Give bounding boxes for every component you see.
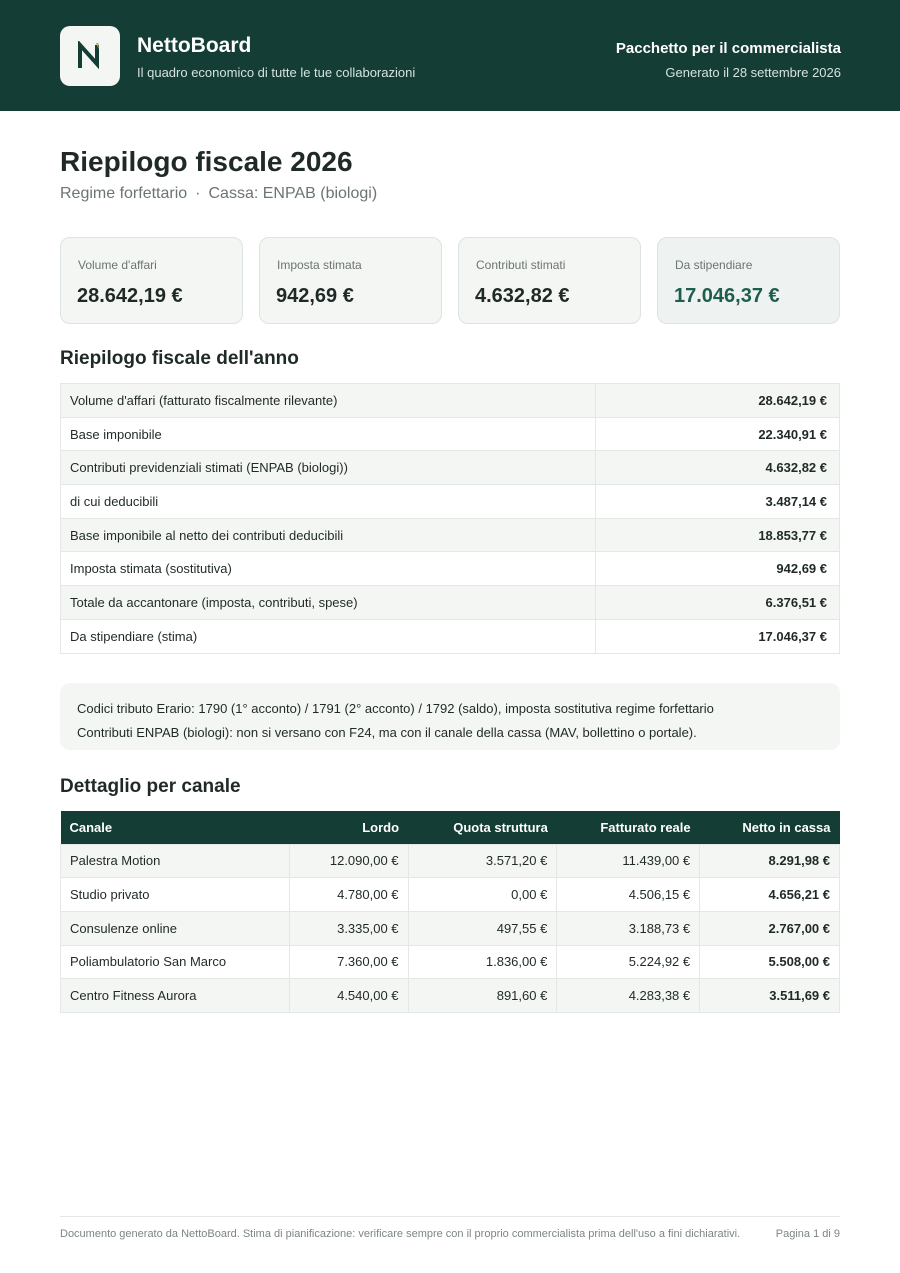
real-revenue: 4.506,15 € <box>557 878 700 912</box>
table-row <box>61 485 840 519</box>
channel-name: Centro Fitness Aurora <box>61 979 290 1013</box>
note-line-enpab: Contributi ENPAB (biologi): non si versano con F24, ma con il canale della cassa (MAV, bollettino o portale). <box>77 725 697 740</box>
kpi-label: Da stipendiare <box>675 258 753 272</box>
regime-label: Regime forfettario <box>60 185 188 202</box>
row-label: Imposta stimata (sostitutiva) <box>61 552 596 586</box>
kpi-cards <box>60 237 840 324</box>
generated-date: Generato il 28 settembre 2026 <box>665 65 841 80</box>
real-revenue: 5.224,92 € <box>557 945 700 979</box>
table-row <box>61 945 840 979</box>
row-value: 18.853,77 € <box>596 518 840 552</box>
package-title: Pacchetto per il commercialista <box>615 40 841 57</box>
kpi-label: Volume d'affari <box>78 258 157 272</box>
real-revenue: 4.283,38 € <box>557 979 700 1013</box>
row-label: Totale da accantonare (imposta, contributi, spese) <box>61 586 596 620</box>
column-header: Canale <box>61 811 290 844</box>
net-cash: 4.656,21 € <box>700 878 840 912</box>
table-row <box>61 844 840 878</box>
real-revenue: 3.188,73 € <box>557 911 700 945</box>
summary-section-title: Riepilogo fiscale dell'anno <box>60 348 299 369</box>
page-title: Riepilogo fiscale 2026 <box>60 146 353 177</box>
table-row <box>61 552 840 586</box>
channel-name: Consulenze online <box>61 911 290 945</box>
row-value: 4.632,82 € <box>596 451 840 485</box>
page-number: Pagina 1 di 9 <box>775 1228 840 1240</box>
structure-share: 891,60 € <box>408 979 557 1013</box>
app-logo <box>60 26 120 86</box>
real-revenue: 11.439,00 € <box>557 844 700 878</box>
row-value: 3.487,14 € <box>596 485 840 519</box>
row-label: Base imponibile al netto dei contributi deducibili <box>61 518 596 552</box>
footer-disclaimer: Documento generato da NettoBoard. Stima di pianificazione: verificare sempre con il proprio commercialista prima dell'uso a fini dichiarativi. <box>60 1228 741 1240</box>
footer-divider <box>60 1216 840 1217</box>
row-label: Da stipendiare (stima) <box>61 619 596 653</box>
channel-name: Poliambulatorio San Marco <box>61 945 290 979</box>
gross-amount: 7.360,00 € <box>289 945 408 979</box>
net-cash: 3.511,69 € <box>700 979 840 1013</box>
kpi-value: 28.642,19 € <box>77 285 183 307</box>
channels-section-title: Dettaglio per canale <box>60 776 241 797</box>
kpi-label: Contributi stimati <box>476 258 566 272</box>
kpi-card-volume <box>60 237 243 324</box>
table-header-row <box>61 811 840 844</box>
page-header <box>0 0 900 111</box>
channels-table <box>60 811 840 1013</box>
brand-tagline: Il quadro economico di tutte le tue collaborazioni <box>137 65 416 80</box>
page-subtitle <box>60 185 377 203</box>
column-header: Quota struttura <box>408 811 557 844</box>
row-label: Contributi previdenziali stimati (ENPAB (biologi)) <box>61 451 596 485</box>
table-row <box>61 979 840 1013</box>
kpi-card-stipendiare <box>657 237 840 324</box>
row-value: 17.046,37 € <box>596 619 840 653</box>
channel-name: Palestra Motion <box>61 844 290 878</box>
table-row <box>61 878 840 912</box>
structure-share: 1.836,00 € <box>408 945 557 979</box>
table-row <box>61 586 840 620</box>
gross-amount: 4.540,00 € <box>289 979 408 1013</box>
column-header: Lordo <box>289 811 408 844</box>
row-value: 22.340,91 € <box>596 417 840 451</box>
kpi-value: 17.046,37 € <box>674 285 780 307</box>
row-value: 28.642,19 € <box>596 384 840 418</box>
gross-amount: 12.090,00 € <box>289 844 408 878</box>
table-row <box>61 384 840 418</box>
table-row <box>61 451 840 485</box>
table-row <box>61 619 840 653</box>
row-label: Base imponibile <box>61 417 596 451</box>
tax-codes-note <box>60 683 840 750</box>
row-label: Volume d'affari (fatturato fiscalmente rilevante) <box>61 384 596 418</box>
cassa-label: Cassa: ENPAB (biologi) <box>208 185 378 202</box>
row-value: 6.376,51 € <box>596 586 840 620</box>
summary-table <box>60 383 840 654</box>
table-row <box>61 518 840 552</box>
kpi-label: Imposta stimata <box>277 258 362 272</box>
table-row <box>61 911 840 945</box>
gross-amount: 4.780,00 € <box>289 878 408 912</box>
gross-amount: 3.335,00 € <box>289 911 408 945</box>
note-line-erario: Codici tributo Erario: 1790 (1° acconto) / 1791 (2° acconto) / 1792 (saldo), imposta sostitutiva regime forfettario <box>77 701 714 716</box>
subtitle-separator: · <box>195 185 201 202</box>
kpi-value: 942,69 € <box>276 285 354 307</box>
column-header: Netto in cassa <box>700 811 840 844</box>
net-cash: 2.767,00 € <box>700 911 840 945</box>
kpi-card-contributi <box>458 237 641 324</box>
net-cash: 5.508,00 € <box>700 945 840 979</box>
column-header: Fatturato reale <box>557 811 700 844</box>
logo-n-icon <box>75 41 105 71</box>
net-cash: 8.291,98 € <box>700 844 840 878</box>
table-row <box>61 417 840 451</box>
row-value: 942,69 € <box>596 552 840 586</box>
channel-name: Studio privato <box>61 878 290 912</box>
kpi-card-imposta <box>259 237 442 324</box>
structure-share: 497,55 € <box>408 911 557 945</box>
kpi-value: 4.632,82 € <box>475 285 570 307</box>
row-label: di cui deducibili <box>61 485 596 519</box>
structure-share: 0,00 € <box>408 878 557 912</box>
brand-name: NettoBoard <box>137 34 252 57</box>
structure-share: 3.571,20 € <box>408 844 557 878</box>
